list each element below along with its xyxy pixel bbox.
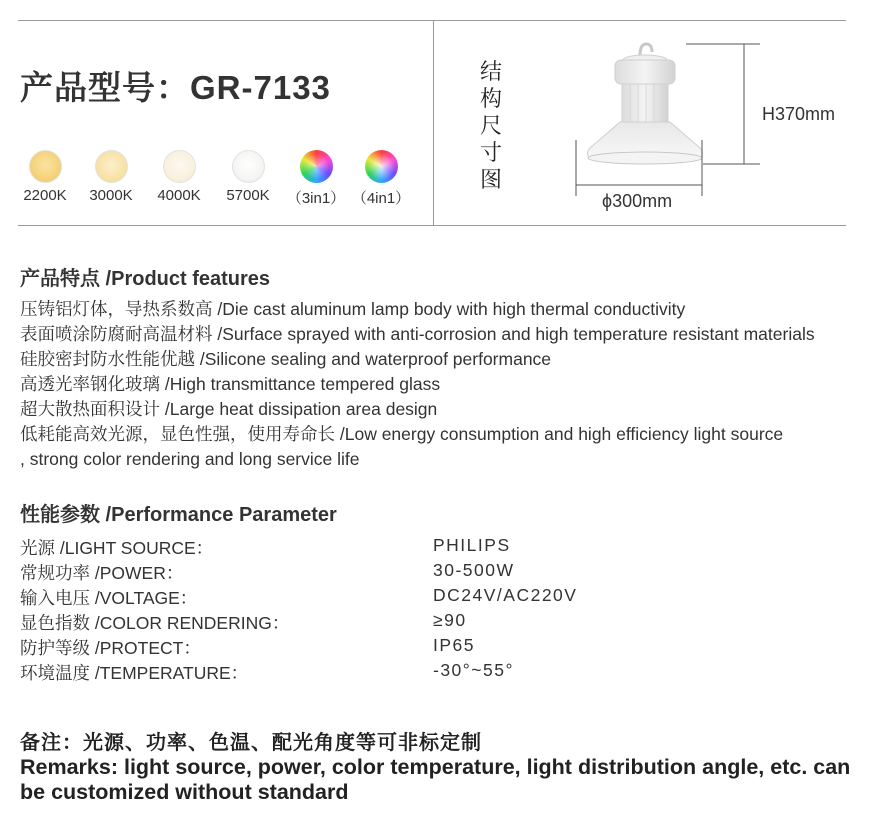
param-row bbox=[20, 660, 860, 685]
swatch-label: （4in1） bbox=[351, 190, 411, 207]
title-char: 寸 bbox=[479, 140, 502, 165]
swatch-label: 5700K bbox=[226, 187, 270, 204]
swatch-4in1 bbox=[346, 150, 416, 208]
features-title: 产品特点 /Product features bbox=[20, 268, 271, 290]
header-divider bbox=[18, 225, 846, 226]
swatch-label: 4000K bbox=[157, 187, 201, 204]
title-char: 尺 bbox=[479, 113, 502, 138]
swatch-5700k bbox=[213, 150, 283, 204]
param-value: -30°~55° bbox=[433, 660, 514, 680]
param-key: 光源 /LIGHT SOURCE： bbox=[20, 538, 214, 558]
param-key: 输入电压 /VOLTAGE： bbox=[20, 588, 198, 608]
swatch-label: 3000K bbox=[89, 187, 133, 204]
feature-item: 高透光率钢化玻璃 /High transmittance tempered glass bbox=[20, 374, 441, 394]
param-row bbox=[20, 610, 860, 635]
feature-item: , strong color rendering and long service life bbox=[20, 449, 360, 469]
feature-item: 表面喷涂防腐耐高温材料 /Surface sprayed with anti-corrosion and high temperature resistant materials bbox=[20, 324, 815, 344]
lamp-icon bbox=[588, 44, 703, 164]
structure-dimension-title bbox=[478, 58, 504, 193]
title-char: 图 bbox=[479, 167, 502, 192]
lamp-dimension-drawing bbox=[560, 36, 760, 201]
feature-item: 超大散热面积设计 /Large heat dissipation area design bbox=[20, 399, 438, 419]
neutral-light-swatch-icon bbox=[163, 150, 196, 183]
param-value: ≥90 bbox=[433, 610, 467, 630]
title-char: 结 bbox=[479, 59, 502, 84]
swatch-2200k bbox=[10, 150, 80, 204]
remark-english: Remarks: light source, power, color temperature, light distribution angle, etc. can be customized without standard bbox=[20, 755, 851, 804]
feature-item: 硅胶密封防水性能优越 /Silicone sealing and waterproof performance bbox=[20, 349, 552, 369]
warm-light-swatch-icon bbox=[29, 150, 62, 183]
param-value: PHILIPS bbox=[433, 535, 511, 555]
param-row bbox=[20, 535, 860, 560]
features-list bbox=[20, 297, 855, 472]
param-row bbox=[20, 560, 860, 585]
swatch-3in1 bbox=[281, 150, 351, 208]
param-row bbox=[20, 585, 860, 610]
header-vertical-divider bbox=[433, 21, 434, 226]
param-key: 防护等级 /PROTECT： bbox=[20, 638, 201, 658]
model-title: 产品型号：GR-7133 bbox=[20, 69, 331, 106]
swatch-3000k bbox=[76, 150, 146, 204]
cool-light-swatch-icon bbox=[232, 150, 265, 183]
rgb-swatch-icon bbox=[300, 150, 333, 183]
diameter-label: ϕ300mm bbox=[602, 191, 673, 211]
swatch-4000k bbox=[144, 150, 214, 204]
param-value: DC24V/AC220V bbox=[433, 585, 578, 605]
feature-item: 压铸铝灯体，导热系数高 /Die cast aluminum lamp body with high thermal conductivity bbox=[20, 299, 686, 319]
performance-title: 性能参数 /Performance Parameter bbox=[20, 504, 337, 526]
param-key: 常规功率 /POWER： bbox=[20, 563, 184, 583]
param-value: IP65 bbox=[433, 635, 475, 655]
top-divider bbox=[18, 20, 846, 21]
rgbw-swatch-icon bbox=[365, 150, 398, 183]
swatch-label: 2200K bbox=[23, 187, 67, 204]
param-key: 显色指数 /COLOR RENDERING： bbox=[20, 613, 290, 633]
light-swatch-icon bbox=[95, 150, 128, 183]
remark-chinese: 备注：光源、功率、色温、配光角度等可非标定制 bbox=[20, 732, 482, 754]
param-row bbox=[20, 635, 860, 660]
swatch-label: （3in1） bbox=[286, 190, 346, 207]
title-char: 构 bbox=[479, 86, 502, 111]
feature-item: 低耗能高效光源，显色性强，使用寿命长 /Low energy consumption and high efficiency light source bbox=[20, 424, 784, 444]
param-key: 环境温度 /TEMPERATURE： bbox=[20, 663, 249, 683]
height-label: H370mm bbox=[762, 104, 836, 124]
performance-table bbox=[20, 535, 860, 685]
color-temperature-swatches bbox=[18, 150, 418, 210]
param-value: 30-500W bbox=[433, 560, 515, 580]
